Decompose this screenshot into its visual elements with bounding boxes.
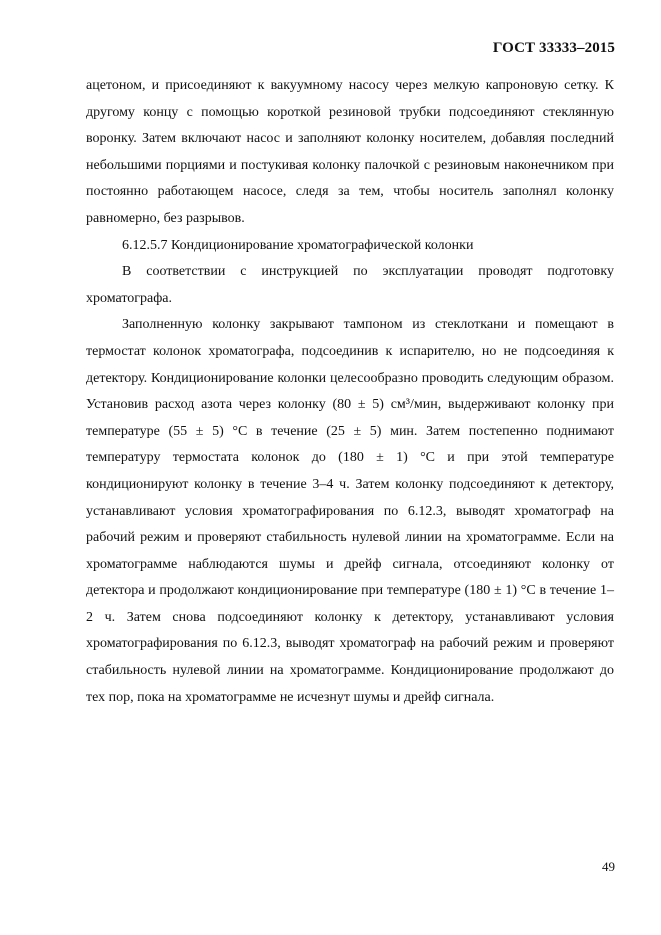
paragraph-continuation: ацетоном, и присоединяют к вакуумному насосу через мелкую капроновую сетку. К другому концу с помощью короткой резиновой трубки подсоединяют стеклянную воронку. Затем включают насос и заполняют колонку носителем, добавляя последний небольшими порциями и постукивая колонку палочкой с резиновым наконечником при постоянно работающем насосе, следя за тем, чтобы носитель заполнял колонку равномерно, без разрывов. — [86, 78, 614, 226]
page-body — [86, 73, 614, 711]
document-header — [493, 40, 615, 57]
paragraph-preparation: В соответствии с инструкцией по эксплуатации проводят подготовку хроматографа. — [86, 264, 614, 306]
paragraph-conditioning: Заполненную колонку закрывают тампоном из стеклоткани и помещают в термостат колонок хроматографа, подсоединив к испарителю, но не подсоединяя к детектору. Кондиционирование колонки целесообразно проводить следующим образом. Установив расход азота через колонку (80 ± 5) см³/мин, выдерживают колонку при температуре (55 ± 5) °С в течение (25 ± 5) мин. Затем постепенно поднимают температуру термостата колонок до (180 ± 1) °С и при этой температуре кондиционируют колонку в течение 3–4 ч. Затем колонку подсоединяют к детектору, устанавливают условия хроматографирования по 6.12.3, выводят хроматограф на рабочий режим и проверяют стабильность нулевой линии на хроматограмме. Если на хроматограмме наблюдаются шумы и дрейф сигнала, отсоединяют колонку от детектора и продолжают кондиционирование при температуре (180 ± 1) °С в течение 1–2 ч. Затем снова подсоединяют колонку к детектору, устанавливают условия хроматографирования по 6.12.3, выводят хроматограф на рабочий режим и проверяют стабильность нулевой линии на хроматограмме. Кондиционирование продолжают до тех пор, пока на хроматограмме не исчезнут шумы и дрейф сигнала. — [86, 317, 614, 705]
standard-designation: ГОСТ 33333–2015 — [492, 40, 615, 56]
section-heading: 6.12.5.7 Кондиционирование хроматографической колонки — [122, 237, 474, 253]
page-number: 49 — [602, 859, 615, 874]
